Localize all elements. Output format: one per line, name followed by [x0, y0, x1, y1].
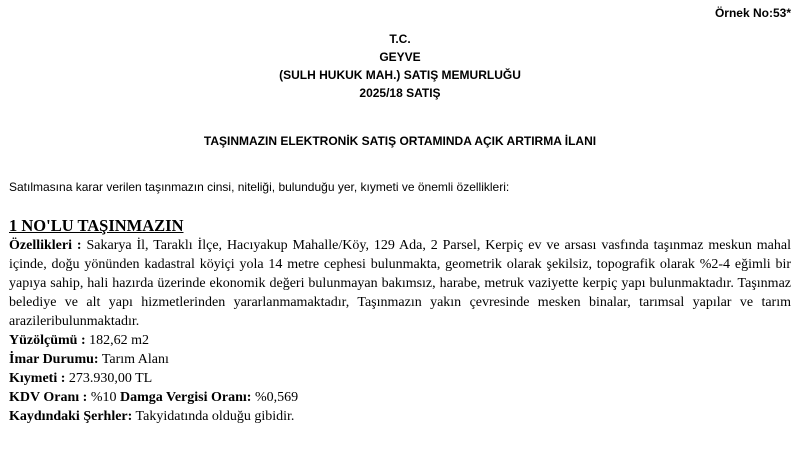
- value-amount: 273.930,00 TL: [68, 371, 153, 386]
- kdv-value: %10: [90, 390, 117, 405]
- records-field: [9, 407, 791, 426]
- features-text: Sakarya İl, Taraklı İlçe, Hacıyakup Mahalle/Köy, 129 Ada, 2 Parsel, Kerpiç ev ve arsası vasfında taşınmaz meskun mahal içinde, doğu yönünden kadastral köyiçi yola 14 metre cephesi bulunmakta, geometrik olarak şekilsiz, topografik olarak %2-4 eğimli bir yapıya sahip, hali hazırda üzerinde ekonomik değeri bulunmayan bakımsız, harabe, metruk vaziyette kerpiç yapı bulunmaktadır. Taşınmaz belediye ve alt yapı hizmetlerinden yararlanmamaktadır, Taşınmazın yakın çevresinde mesken binalar, tarımsal yapılar ve tarım arazileribulunmaktadır.: [9, 238, 791, 329]
- intro-text: Satılmasına karar verilen taşınmazın cinsi, niteliği, bulunduğu yer, kıymeti ve önemli özellikleri:: [9, 180, 510, 194]
- kdv-label: KDV Oranı :: [9, 390, 88, 405]
- zoning-value: Tarım Alanı: [101, 352, 169, 367]
- area-field: [9, 331, 791, 350]
- value-label: Kıymeti :: [9, 371, 66, 386]
- stamp-tax-value: %0,569: [254, 390, 299, 405]
- document-header: [0, 30, 800, 102]
- area-label: Yüzölçümü :: [9, 333, 86, 348]
- parcel-title: 1 NO'LU TAŞINMAZIN: [9, 216, 184, 235]
- records-value: Takyidatında olduğu gibidir.: [135, 409, 295, 424]
- parcel-features: [9, 236, 791, 331]
- features-label: Özellikleri :: [9, 238, 82, 253]
- header-line-district: GEYVE: [379, 50, 421, 64]
- zoning-label: İmar Durumu:: [9, 352, 99, 367]
- zoning-field: [9, 350, 791, 369]
- area-value: 182,62 m2: [89, 333, 150, 348]
- header-line-tc: T.C.: [389, 32, 411, 46]
- header-line-office: (SULH HUKUK MAH.) SATIŞ MEMURLUĞU: [279, 68, 521, 82]
- value-field: [9, 369, 791, 388]
- parcel-section: [9, 216, 791, 426]
- stamp-tax-label: Damga Vergisi Oranı:: [119, 390, 252, 405]
- notice-title: TAŞINMAZIN ELEKTRONİK SATIŞ ORTAMINDA AÇIK ARTIRMA İLANI: [203, 134, 597, 148]
- sample-number: Örnek No:53*: [714, 6, 791, 20]
- header-line-case-no: 2025/18 SATIŞ: [359, 86, 441, 100]
- records-label: Kaydındaki Şerhler:: [9, 409, 133, 424]
- tax-field: [9, 388, 791, 407]
